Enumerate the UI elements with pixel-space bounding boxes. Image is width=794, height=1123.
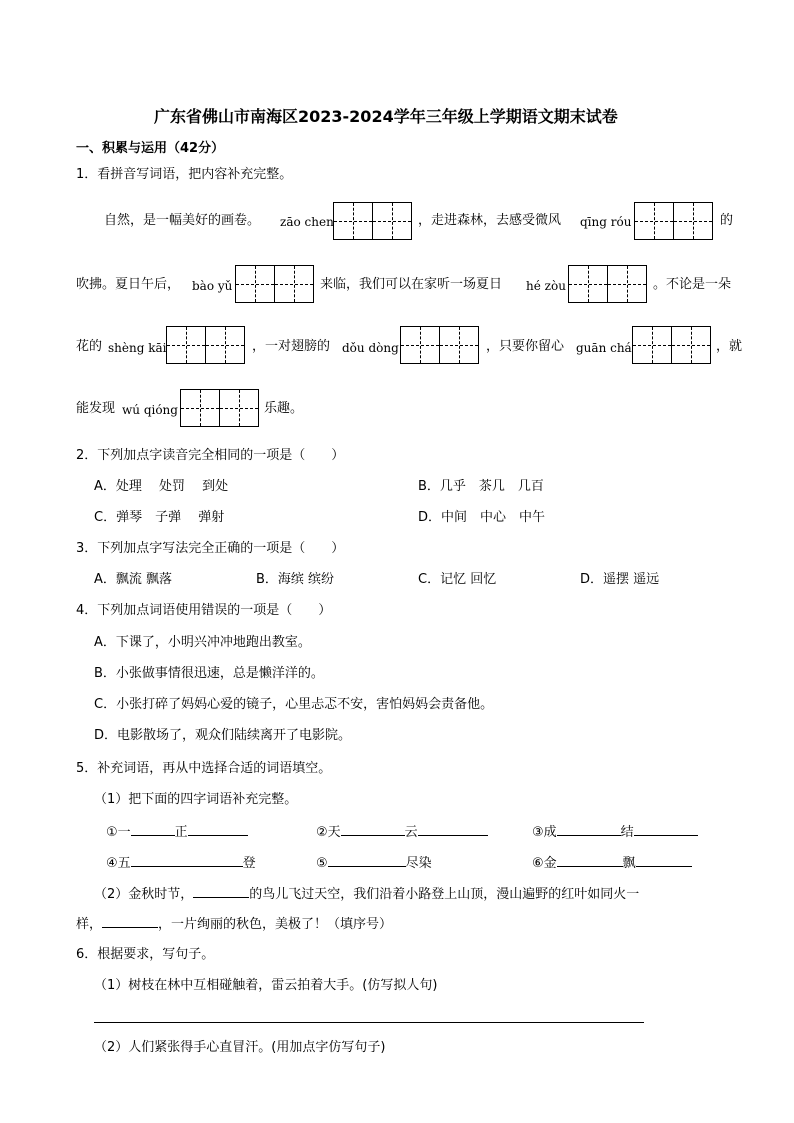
page-title: 广东省佛山市南海区2023-2024学年三年级上学期语文期末试卷 [154,107,618,126]
q2-option-c[interactable]: C．弹琴 子弹 弹射 [94,510,225,525]
blank[interactable] [131,853,243,867]
pinyin-shengkai: shèng kāi [108,341,167,355]
q2-option-d[interactable]: D．中间 中心 中午 [418,510,546,525]
blank[interactable] [418,822,488,836]
char-boxes-3[interactable] [235,265,314,303]
q5-sub2-cont: 样， ，一片绚丽的秋色，美极了！（填序号） [76,914,392,934]
q2-option-b[interactable]: B．几乎 茶几 几百 [418,479,544,494]
char-boxes-4[interactable] [568,265,647,303]
blank[interactable] [636,853,692,867]
idiom-6: ⑥金 飘 [532,853,692,873]
q1-text: 能发现 [76,401,116,416]
blank[interactable] [328,853,406,867]
pinyin-guancha: guān chá [576,341,632,355]
q5-sub1: （1）把下面的四字词语补充完整。 [94,792,298,807]
char-boxes-1[interactable] [333,202,412,240]
idiom-4: ④五 登 [106,853,256,873]
q5-sub2: （2）金秋时节， 的鸟儿飞过天空，我们沿着小路登上山顶，漫山遍野的红叶如同火一 [94,884,639,904]
q1-text: 的 [720,213,734,228]
q1-text: 乐趣。 [264,401,304,416]
pinyin-wuqiong: wú qióng [122,403,178,417]
q1-text: 来临，我们可以在家听一场夏日 [320,277,503,292]
idiom-2: ②天 云 [316,822,488,842]
char-boxes-8[interactable] [180,389,259,427]
q3-option-a[interactable]: A．飘流 飘落 [94,572,173,587]
idiom-3: ③成 结 [532,822,698,842]
q3-option-b[interactable]: B．海缤 缤纷 [256,572,335,587]
pinyin-hezou: hé zòu [526,279,566,293]
q3-stem: 3．下列加点字写法完全正确的一项是（ ） [76,541,345,556]
q1-text: ，走进森林，去感受微风 [418,213,562,228]
pinyin-qingrou: qīng róu [580,215,632,229]
q1-text: 吹拂。夏日午后， [76,277,181,292]
q1-text: ，就 [716,339,743,354]
q1-text: 。不论是一朵 [653,277,732,292]
q4-option-b[interactable]: B．小张做事情很迅速，总是懒洋洋的。 [94,666,324,681]
blank[interactable] [634,822,698,836]
q1-stem: 1．看拼音写词语，把内容补充完整。 [76,167,293,182]
q4-stem: 4．下列加点词语使用错误的一项是（ ） [76,603,332,618]
pinyin-baoyu: bào yǔ [192,279,233,293]
q4-option-d[interactable]: D．电影散场了，观众们陆续离开了电影院。 [94,728,352,743]
char-boxes-7[interactable] [632,326,711,364]
q6-stem: 6．根据要求，写句子。 [76,947,215,962]
q4-option-a[interactable]: A．下课了，小明兴冲冲地跑出教室。 [94,635,311,650]
q5-stem: 5．补充词语，再从中选择合适的词语填空。 [76,761,332,776]
q1-text: 花的 [76,339,103,354]
blank[interactable] [102,914,158,928]
q1-text: 自然，是一幅美好的画卷。 [104,213,261,228]
char-boxes-2[interactable] [634,202,713,240]
blank[interactable] [188,822,248,836]
blank[interactable] [131,822,175,836]
q1-text: ，一对翅膀的 [252,339,331,354]
blank[interactable] [557,853,623,867]
blank[interactable] [193,884,249,898]
section-heading: 一、积累与运用（42分） [76,141,225,156]
pinyin-doudong: dǒu dòng [342,341,399,355]
idiom-5: ⑤ 尽染 [316,853,432,873]
q6-sub1: （1）树枝在林中互相碰触着，雷云拍着大手。(仿写拟人句) [94,978,438,993]
q6-sub2: （2）人们紧张得手心直冒汗。(用加点字仿写句子) [94,1040,386,1055]
answer-line[interactable] [94,1022,644,1023]
q3-option-d[interactable]: D．遥摆 遥远 [580,572,660,587]
q3-option-c[interactable]: C．记忆 回忆 [418,572,497,587]
pinyin-zaochen: zāo chen [280,215,334,229]
idiom-1: ①一 正 [106,822,248,842]
q4-option-c[interactable]: C．小张打碎了妈妈心爱的镜子，心里忐忑不安，害怕妈妈会责备他。 [94,697,494,712]
q2-option-a[interactable]: A．处理 处罚 到处 [94,479,229,494]
q1-text: ，只要你留心 [486,339,565,354]
blank[interactable] [341,822,405,836]
q2-stem: 2．下列加点字读音完全相同的一项是（ ） [76,448,345,463]
char-boxes-6[interactable] [400,326,479,364]
blank[interactable] [557,822,621,836]
char-boxes-5[interactable] [166,326,245,364]
